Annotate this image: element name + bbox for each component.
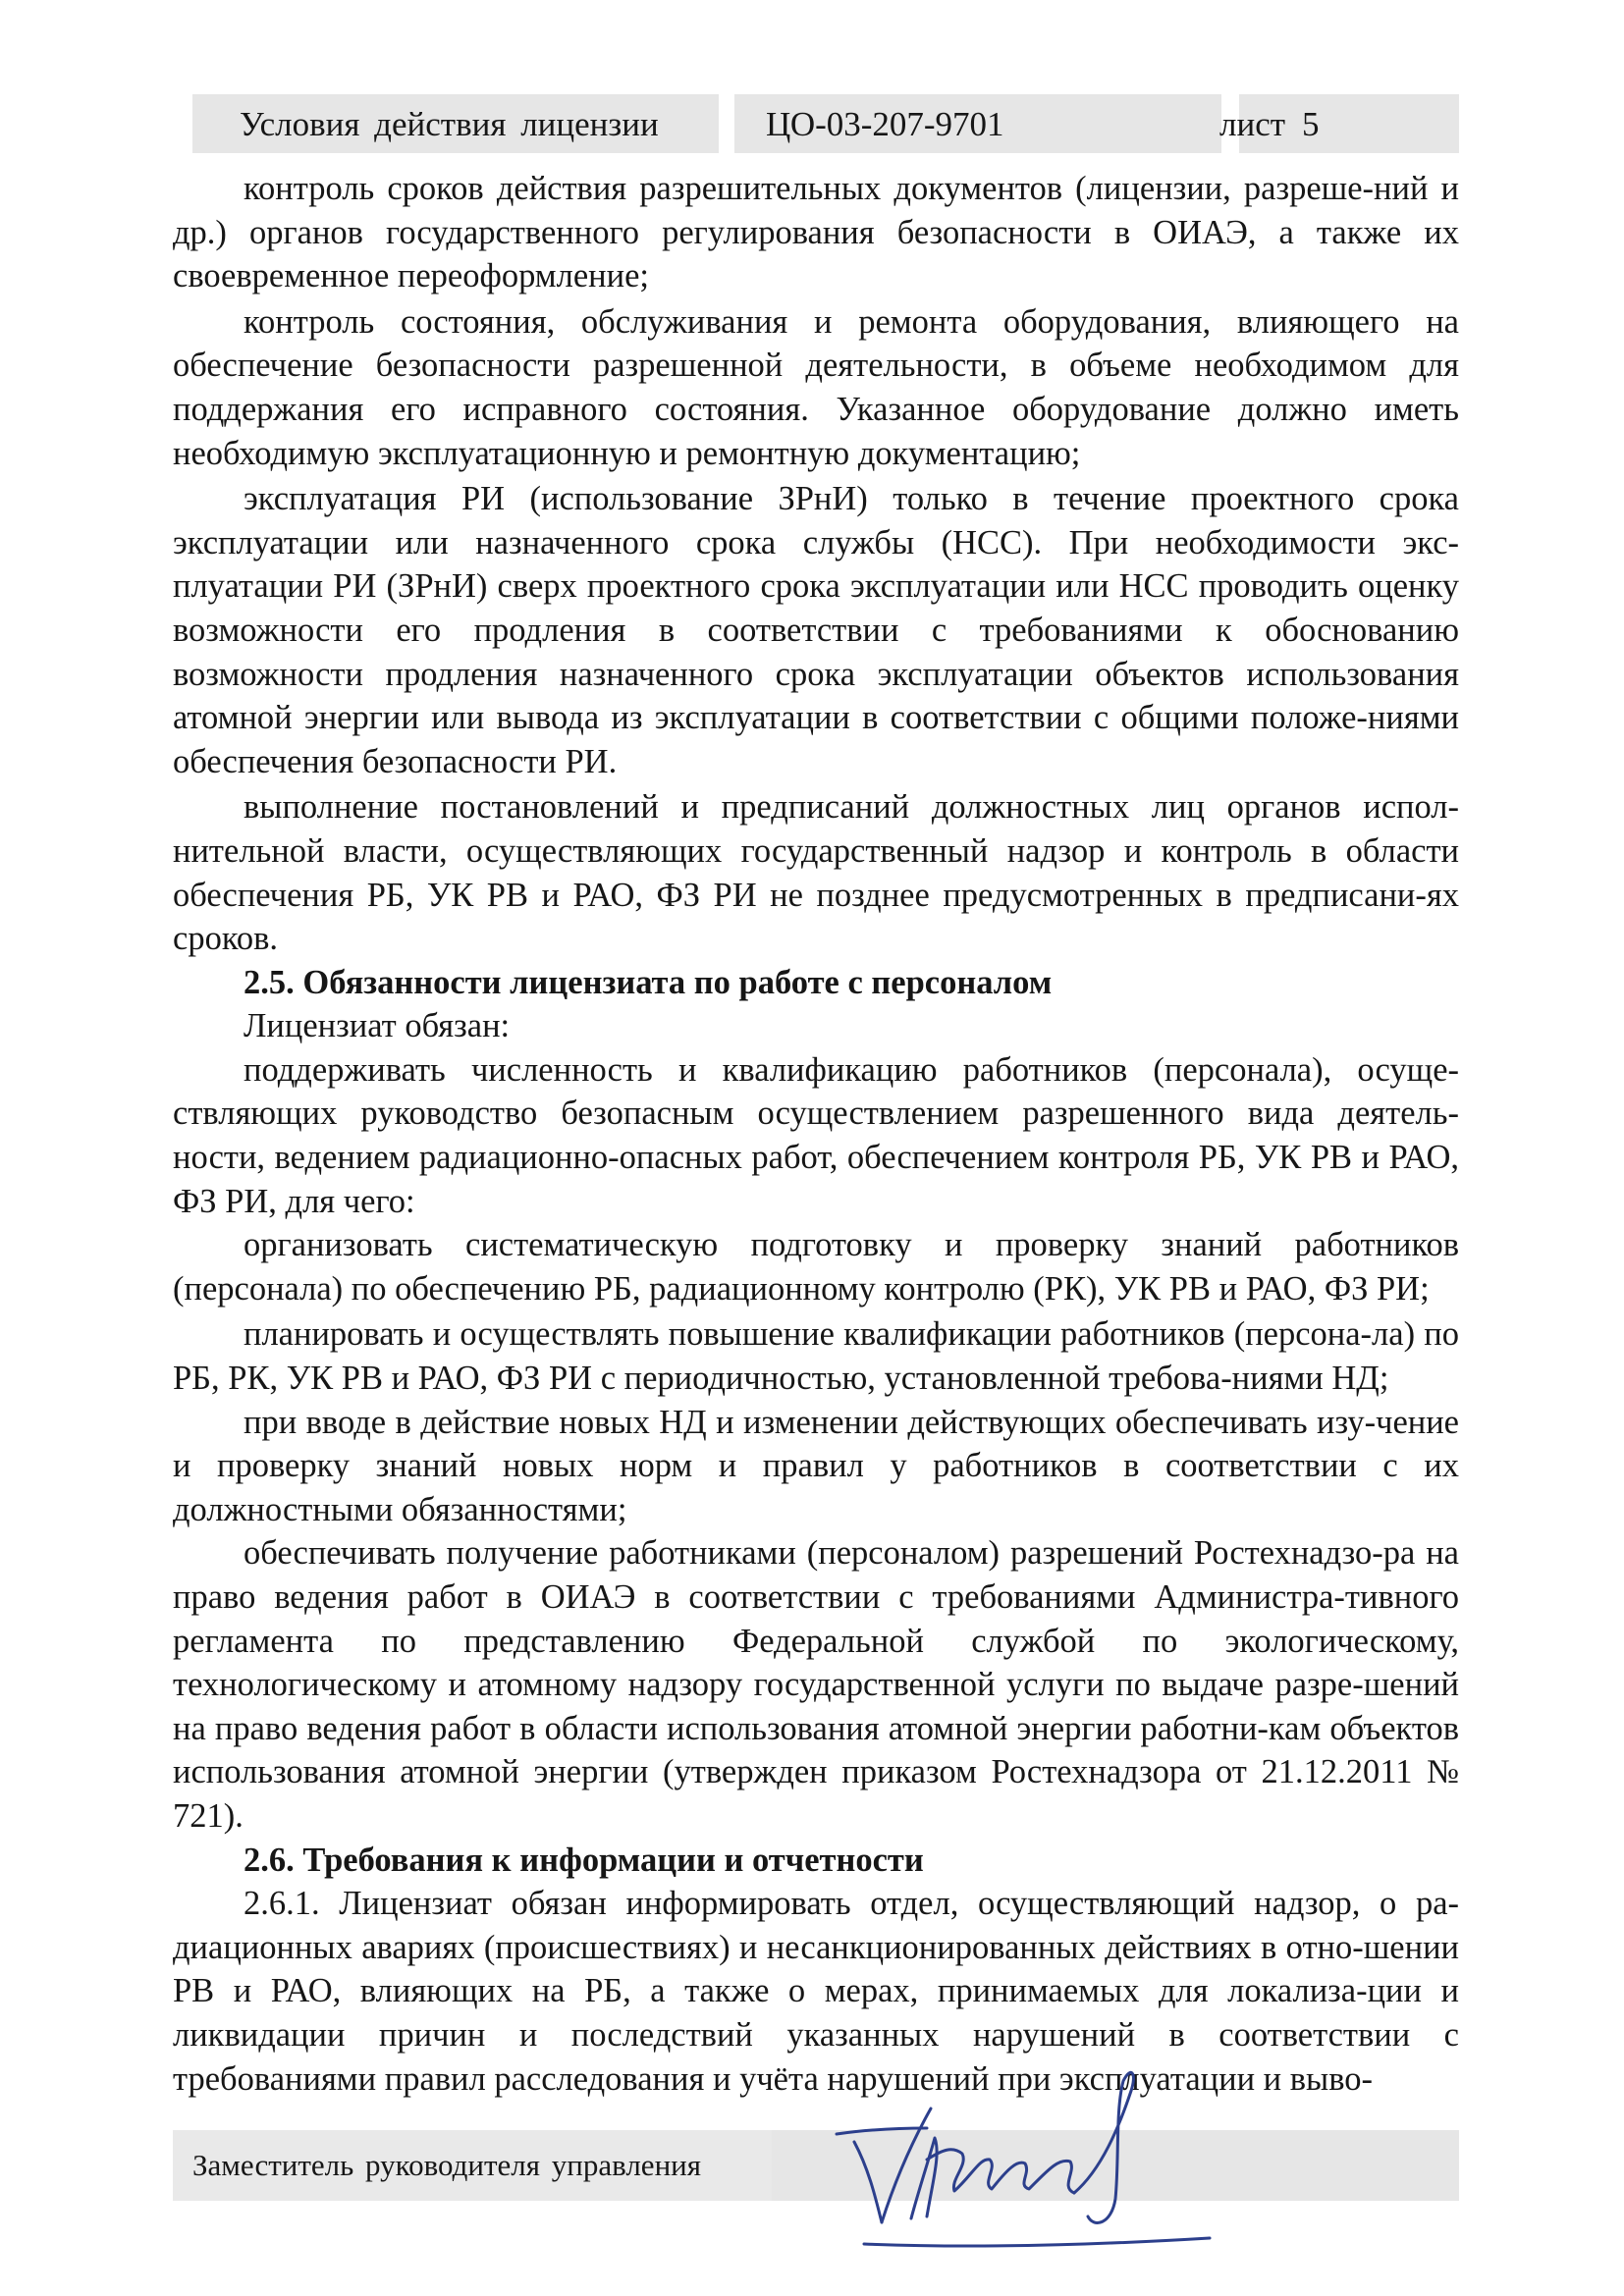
header-title: Условия действия лицензии bbox=[240, 105, 659, 143]
paragraph: планировать и осуществлять повышение квалификации работников (персона-ла) по РБ, РК, УК РВ и РАО, ФЗ РИ с периодичностью, установленной требова-ниями НД; bbox=[173, 1315, 1459, 1398]
paragraph: 2.6.1. Лицензиат обязан информировать отдел, осуществляющий надзор, о ра-диационных авариях (происшествиях) и несанкционированных действиях в отно-шении РВ и РАО, влияющих на РБ, а также о мерах, принимаемых для локализа-ции и ликвидации причин и последствий указанных нарушений в соответствии с требованиями правил расследования и учёта нарушений при эксплуатации и выво- bbox=[173, 1885, 1459, 2098]
handwritten-signature bbox=[825, 2052, 1218, 2268]
paragraph: эксплуатация РИ (использование ЗРнИ) только в течение проектного срока эксплуатации или назначенного срока службы (НСС). При необходимости экс-плуатации РИ (ЗРнИ) сверх проектного срока эксплуатации или НСС проводить оценку возможности его продления в соответствии с требованиями к обоснованию возможности продления назначенного срока эксплуатации объектов использования атомной энергии или вывода из эксплуатации в соответствии с общими положе-ниями обеспечения безопасности РИ. bbox=[173, 480, 1459, 780]
paragraph: организовать систематическую подготовку и проверку знаний работников (персонала) по обеспечению РБ, радиационному контролю (РК), УК РВ и РАО, ФЗ РИ; bbox=[173, 1226, 1459, 1308]
paragraph: контроль сроков действия разрешительных документов (лицензии, разреше-ний и др.) органов государственного регулирования безопасности в ОИАЭ, а также их своевременное переоформление; bbox=[173, 170, 1459, 295]
paragraph: при вводе в действие новых НД и изменении действующих обеспечивать изу-чение и проверку знаний новых норм и правил у работников в соответствии с их должностными обязанностями; bbox=[173, 1403, 1459, 1528]
signatory-position: Заместитель руководителя управления bbox=[192, 2148, 702, 2182]
section-heading-2-5: 2.5. Обязанности лицензиата по работе с персоналом bbox=[244, 963, 1053, 1001]
page-header bbox=[192, 94, 1459, 153]
license-number: ЦО-03-207-9701 bbox=[766, 105, 1004, 143]
sheet-label: лист bbox=[1219, 105, 1286, 143]
paragraph: поддерживать численность и квалификацию работников (персонала), осуще-ствляющих руководство безопасным осуществлением разрешенного вида деятель-ности, ведением радиационно-опасных работ, обеспечением контроля РБ, УК РВ и РАО, ФЗ РИ, для чего: bbox=[173, 1050, 1459, 1220]
section-heading-2-6: 2.6. Требования к информации и отчетности bbox=[244, 1841, 924, 1879]
paragraph: контроль состояния, обслуживания и ремонта оборудования, влияющего на обеспечение безопасности разрешенной деятельности, в объеме необходимом для поддержания его исправного состояния. Указанное оборудование должно иметь необходимую эксплуатационную и ремонтную документацию; bbox=[173, 302, 1459, 472]
paragraph: Лицензиат обязан: bbox=[244, 1007, 511, 1045]
page-footer bbox=[173, 2130, 1459, 2201]
paragraph: выполнение постановлений и предписаний должностных лиц органов испол-нительной власти, осуществляющих государственный надзор и контроль в области обеспечения РБ, УК РВ и РАО, ФЗ РИ не позднее предусмотренных в предписани-ях сроков. bbox=[173, 788, 1459, 958]
paragraph: обеспечивать получение работниками (персоналом) разрешений Ростехнадзо-ра на право ведения работ в ОИАЭ в соответствии с требованиями Администра-тивного регламента по представлению Федеральной службой по экологическому, технологическому и атомному надзору государственной услуги по выдаче разре-шений на право ведения работ в области использования атомной энергии работни-кам объектов использования атомной энергии (утвержден приказом Ростехнадзора от 21.12.2011 № 721). bbox=[173, 1534, 1459, 1835]
document-body bbox=[173, 167, 1459, 2101]
sheet-number: 5 bbox=[1302, 105, 1320, 143]
